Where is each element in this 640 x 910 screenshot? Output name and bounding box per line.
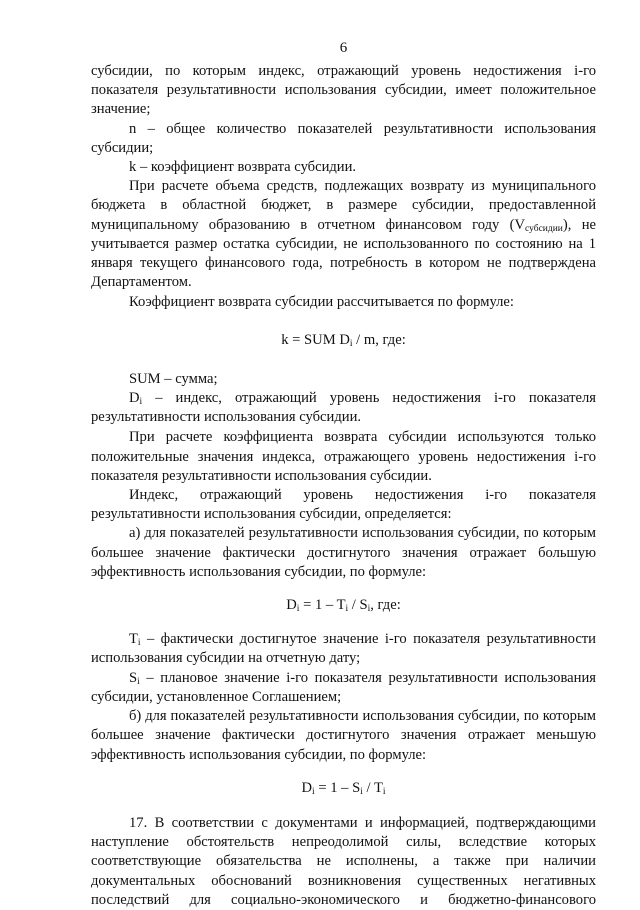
text-segment: При расчете объема средств, подлежащих возврату из муниципального бюджета в областной бюджет, в размере субсидии, предоставленной муниципальному образованию в отчетном финансовом году (V [91, 178, 596, 233]
formula-subscript: i [367, 604, 371, 615]
subscript: i [137, 676, 140, 687]
subscript: i [137, 638, 141, 649]
text-segment: – плановое значение i-го показателя результативности использования субсидии, установленное Соглашением; [91, 669, 596, 705]
paragraph-continuation: субсидии, по которым индекс, отражающий уровень недостижения i-го показателя результативности использования субсидии, имеет положительное значение; [91, 63, 596, 118]
paragraph-coefficient-intro: Коэффициент возврата субсидии рассчитывается по формуле: [129, 294, 514, 311]
formula-part: / S [348, 597, 368, 614]
paragraph-k-definition: k – коэффициент возврата субсидии. [129, 159, 357, 176]
formula-part: = 1 – S [314, 779, 361, 796]
paragraph-subsidy-volume [91, 177, 596, 292]
text-segment: – индекс, отражающий уровень недостижения i-го показателя результативности использования субсидии. [91, 390, 596, 426]
paragraph-n-definition: n – общее количество показателей результативности использования субсидии; [91, 120, 596, 156]
formula-di-a [91, 596, 596, 615]
page-number: 6 [339, 40, 348, 56]
paragraph-index-determined: Индекс, отражающий уровень недостижения i-го показателя результативности использования субсидии, определяется: [91, 487, 596, 523]
formula-di-b [91, 779, 596, 798]
formula-part: = 1 – T [299, 597, 346, 614]
formula-part: / m, где: [352, 331, 406, 348]
subscript-subsidy: субсидии [525, 223, 563, 234]
text-segment: – фактически достигнутое значение i-го показателя результативности использования субсидии на отчетную дату; [91, 631, 596, 667]
formula-subscript: i [349, 338, 353, 349]
text-segment: ), не учитывается размер остатка субсидии, не использованного по состоянию на 1 января текущего финансового года, потребность в котором не подтверждена Департаментом. [91, 216, 596, 291]
formula-part: k = SUM D [281, 331, 350, 348]
text-segment: T [129, 631, 138, 648]
paragraph-case-a: а) для показателей результативности использования субсидии, по которым большее значение фактически достигнутого значения отражает большую эффективность использования субсидии, по формуле: [91, 525, 596, 580]
paragraph-positive-values: При расчете коэффициента возврата субсидии используются только положительные значения индекса, отражающего уровень недостижения i-го показателя результативности использования субсидии. [91, 429, 596, 484]
formula-subscript: i [382, 786, 386, 797]
text-segment: D [129, 390, 140, 407]
formula-subscript: i [345, 604, 349, 615]
formula-part: D [286, 597, 297, 614]
formula-subscript: i [296, 604, 300, 615]
formula-k [91, 331, 596, 350]
paragraph-di-definition [91, 389, 596, 427]
paragraph-case-b: б) для показателей результативности использования субсидии, по которым большее значение фактически достигнутого значения отражает меньшую эффективность использования субсидии, по формуле: [91, 708, 596, 763]
paragraph-ti-definition [91, 630, 596, 668]
paragraph-sum-definition: SUM – сумма; [129, 370, 218, 387]
formula-part: D [301, 779, 313, 796]
formula-subscript: i [360, 786, 363, 797]
formula-part: / T [362, 779, 383, 796]
formula-subscript: i [312, 786, 315, 797]
paragraph-si-definition [91, 669, 596, 707]
text-segment: S [129, 669, 138, 686]
subscript: i [139, 397, 143, 408]
formula-part: , где: [370, 597, 401, 614]
paragraph-section-17: 17. В соответствии с документами и информацией, подтверждающими наступление обстоятельств непреодолимой силы, вследствие которых соответствующие обязательства не исполнены, а также при наличии документальных обоснований возникновения существенных негативных последствий для социально-экономического и бюджетно-финансового [91, 814, 596, 908]
